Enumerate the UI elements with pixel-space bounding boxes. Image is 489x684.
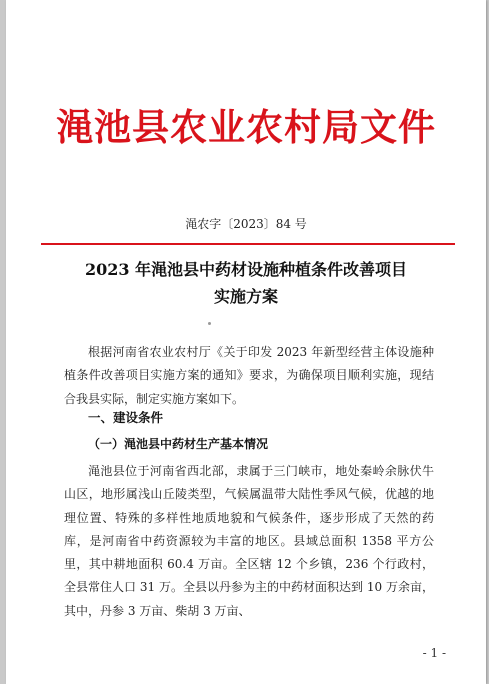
document-page: [6, 0, 486, 684]
section-heading: 一、建设条件: [88, 410, 164, 425]
page-number: - 1 -: [422, 646, 446, 660]
issuing-agency-title: 渑池县农业农村局文件: [56, 105, 436, 149]
intro-paragraph: 根据河南省农业农村厅《关于印发 2023 年新型经营主体设施种植条件改善项目实施方案的通知》要求，为确保项目顺利实施，现结合我县实际，制定实施方案如下。: [64, 345, 434, 406]
subsection-heading: （一）渑池县中药材生产基本情况: [88, 437, 269, 451]
body-paragraph: 渑池县位于河南省西北部，隶属于三门峡市，地处秦岭余脉伏牛山区，地形属浅山丘陵类型，气候属温带大陆性季风气候，优越的地理位置、特殊的多样性地质地貌和气候条件，逐步形成了天然的药库，是河南省中药资源较为丰富的地区。县域总面积 1358 平方公里，其中耕地面积 60.4 万亩。全区辖 12 个乡镇，236 个行政村，全县常住人口 31 万。全县以丹参为主的中药材面积达到 10 万余亩，其中，丹参 3 万亩、柴胡 3 万亩、: [64, 464, 434, 618]
document-number: 渑农字〔2023〕84 号: [185, 217, 307, 231]
document-title-line-2: 实施方案: [213, 287, 278, 306]
document-title-line-1: 2023 年渑池县中药材设施种植条件改善项目: [84, 260, 408, 279]
red-divider-line: [41, 243, 455, 245]
scan-speck: [208, 322, 211, 325]
